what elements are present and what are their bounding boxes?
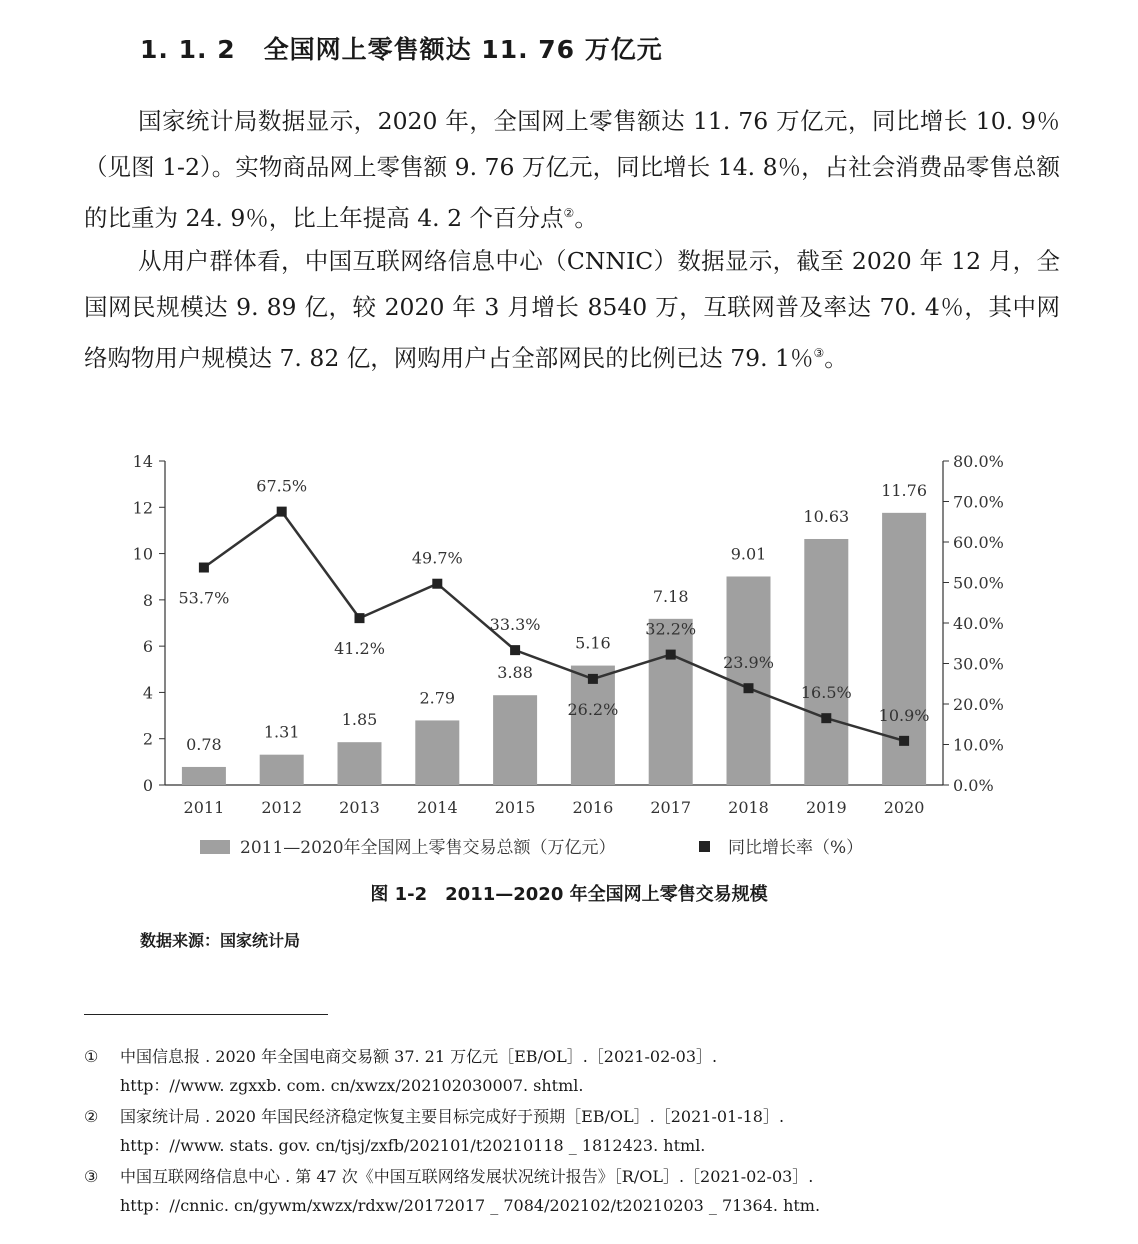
right-tick-label: 40.0% bbox=[953, 614, 1004, 633]
footnote-ref-3[interactable]: ③ bbox=[813, 346, 825, 360]
x-tick-label: 2012 bbox=[261, 798, 303, 817]
x-tick-label: 2013 bbox=[339, 798, 380, 817]
bar-value-label: 3.88 bbox=[497, 663, 533, 683]
paragraph-retail-text: 国家统计局数据显示，2020 年，全国网上零售额达 11. 76 万亿元，同比增长 10. 9％（见图 1-2）。实物商品网上零售额 9. 76 万亿元，同比增长 14. 8％，占社会消费品零售总额的比重为 24. 9％，比上年提高 4. 2 个百分点 bbox=[84, 107, 1060, 232]
footnote-mark: ② bbox=[84, 1107, 99, 1126]
footnote-url[interactable]: http：//www. zgxxb. com. cn/xwzx/202102030007. shtml. bbox=[120, 1076, 584, 1095]
growth-value-label: 53.7% bbox=[178, 588, 230, 608]
x-tick-label: 2015 bbox=[494, 798, 536, 817]
bar-value-label: 11.76 bbox=[881, 480, 928, 500]
x-tick-label: 2019 bbox=[805, 798, 847, 817]
right-tick-label: 50.0% bbox=[953, 573, 1004, 593]
footnote-mark: ① bbox=[84, 1047, 99, 1066]
x-tick-label: 2016 bbox=[572, 798, 614, 817]
bar-value-label: 1.85 bbox=[341, 710, 378, 730]
growth-point bbox=[277, 507, 287, 517]
bar bbox=[649, 619, 693, 785]
figure-source: 数据来源：国家统计局 bbox=[140, 931, 301, 950]
bar bbox=[415, 720, 459, 785]
growth-point bbox=[432, 579, 442, 589]
paragraph-retail: 国家统计局数据显示，2020 年，全国网上零售额达 11. 76 万亿元，同比增长 10. 9％（见图 1-2）。实物商品网上零售额 9. 76 万亿元，同比增长 14. 8％，占社会消费品零售总额的比重为 24. 9％，比上年提高 4. 2 个百分点②。 bbox=[84, 107, 1060, 232]
right-tick-label: 10.0% bbox=[953, 735, 1004, 755]
bar-value-label: 7.18 bbox=[652, 586, 689, 606]
bar-value-label: 10.63 bbox=[803, 506, 850, 526]
growth-point bbox=[899, 736, 909, 746]
right-tick-label: 60.0% bbox=[953, 533, 1004, 552]
left-tick-label: 6 bbox=[142, 637, 153, 657]
right-tick-label: 20.0% bbox=[953, 695, 1004, 714]
paragraph-users: 从用户群体看，中国互联网络信息中心（CNNIC）数据显示，截至 2020 年 12 月，全国网民规模达 9. 89 亿，较 2020 年 3 月增长 8540 万，互联网普及率达 70. 4％，其中网络购物用户规模达 7. 82 亿，网购用户占全部网民的比例已达 79. 1％③。 bbox=[84, 247, 1060, 372]
left-tick-label: 4 bbox=[142, 683, 153, 703]
x-tick-label: 2020 bbox=[883, 798, 925, 817]
footnote-divider bbox=[84, 1014, 328, 1015]
footnote-3 bbox=[84, 1162, 820, 1220]
growth-value-label: 32.2% bbox=[645, 619, 697, 639]
left-tick-label: 2 bbox=[142, 729, 153, 749]
growth-point bbox=[510, 645, 520, 655]
growth-line bbox=[204, 512, 904, 741]
growth-value-label: 33.3% bbox=[489, 615, 541, 635]
growth-value-label: 49.7% bbox=[411, 548, 463, 568]
x-tick-label: 2014 bbox=[416, 798, 458, 817]
x-tick-label: 2011 bbox=[183, 798, 225, 817]
right-tick-label: 80.0% bbox=[953, 452, 1004, 471]
footnote-text: 国家统计局 . 2020 年国民经济稳定恢复主要目标完成好于预期［EB/OL］.［2021-01-18］. bbox=[120, 1107, 785, 1126]
left-tick-label: 10 bbox=[132, 544, 153, 564]
legend-line-label: 同比增长率（%） bbox=[728, 838, 864, 858]
growth-point bbox=[355, 613, 365, 623]
growth-value-label: 41.2% bbox=[334, 639, 385, 659]
growth-point bbox=[588, 674, 598, 684]
growth-point bbox=[744, 683, 754, 693]
footnote-2 bbox=[84, 1102, 784, 1160]
right-tick-label: 70.0% bbox=[953, 492, 1004, 512]
bar bbox=[338, 742, 382, 785]
growth-point bbox=[666, 650, 676, 660]
bar-value-label: 5.16 bbox=[575, 633, 611, 653]
legend-bar-swatch bbox=[200, 840, 230, 854]
bar-value-label: 9.01 bbox=[730, 544, 767, 564]
footnote-1 bbox=[84, 1042, 717, 1100]
x-tick-label: 2018 bbox=[728, 798, 769, 817]
growth-value-label: 23.9% bbox=[723, 653, 774, 673]
growth-point bbox=[199, 563, 209, 573]
footnote-text: 中国互联网络信息中心 . 第 47 次《中国互联网络发展状况统计报告》［R/OL］.［2021-02-03］. bbox=[120, 1167, 814, 1186]
bar-value-label: 1.31 bbox=[263, 722, 300, 742]
bar-value-label: 0.78 bbox=[186, 734, 222, 754]
left-tick-label: 14 bbox=[132, 452, 153, 471]
footnote-text: 中国信息报 . 2020 年全国电商交易额 37. 21 万亿元［EB/OL］.［2021-02-03］. bbox=[120, 1047, 718, 1066]
footnote-mark: ③ bbox=[84, 1167, 99, 1186]
growth-value-label: 67.5% bbox=[256, 476, 308, 496]
figure-caption: 图 1-2 2011—2020 年全国网上零售交易规模 bbox=[370, 884, 768, 905]
footnote-url[interactable]: http：//www. stats. gov. cn/tjsj/zxfb/202101/t20210118 _ 1812423. html. bbox=[120, 1136, 706, 1155]
bar-value-label: 2.79 bbox=[419, 688, 456, 708]
growth-value-label: 10.9% bbox=[878, 705, 930, 725]
footnote-url[interactable]: http：//cnnic. cn/gywm/xwzx/rdxw/20172017 _ 7084/202102/t20210203 _ 71364. htm. bbox=[120, 1196, 821, 1215]
right-tick-label: 30.0% bbox=[953, 654, 1004, 674]
footnote-ref-2[interactable]: ② bbox=[563, 206, 575, 220]
section-number: 1. 1. 2 bbox=[140, 35, 236, 64]
legend-line-swatch bbox=[699, 841, 710, 852]
bar bbox=[493, 695, 537, 785]
right-tick-label: 0.0% bbox=[953, 776, 994, 795]
left-tick-label: 8 bbox=[142, 590, 153, 610]
bar bbox=[260, 755, 304, 785]
x-tick-label: 2017 bbox=[650, 798, 692, 817]
left-tick-label: 12 bbox=[132, 498, 153, 518]
left-tick-label: 0 bbox=[142, 776, 153, 795]
growth-value-label: 26.2% bbox=[567, 699, 619, 719]
growth-value-label: 16.5% bbox=[800, 683, 852, 703]
legend-bar-label: 2011—2020年全国网上零售交易总额（万亿元） bbox=[240, 838, 616, 858]
paragraph-users-text: 从用户群体看，中国互联网络信息中心（CNNIC）数据显示，截至 2020 年 12 月，全国网民规模达 9. 89 亿，较 2020 年 3 月增长 8540 万，互联网普及率达 70. 4％，其中网络购物用户规模达 7. 82 亿，网购用户占全部网民的比例已达 79. 1％ bbox=[84, 247, 1060, 372]
bar bbox=[804, 539, 848, 785]
growth-point bbox=[821, 713, 831, 723]
bar bbox=[182, 767, 226, 785]
section-title: 全国网上零售额达 11. 76 万亿元 bbox=[263, 35, 663, 64]
